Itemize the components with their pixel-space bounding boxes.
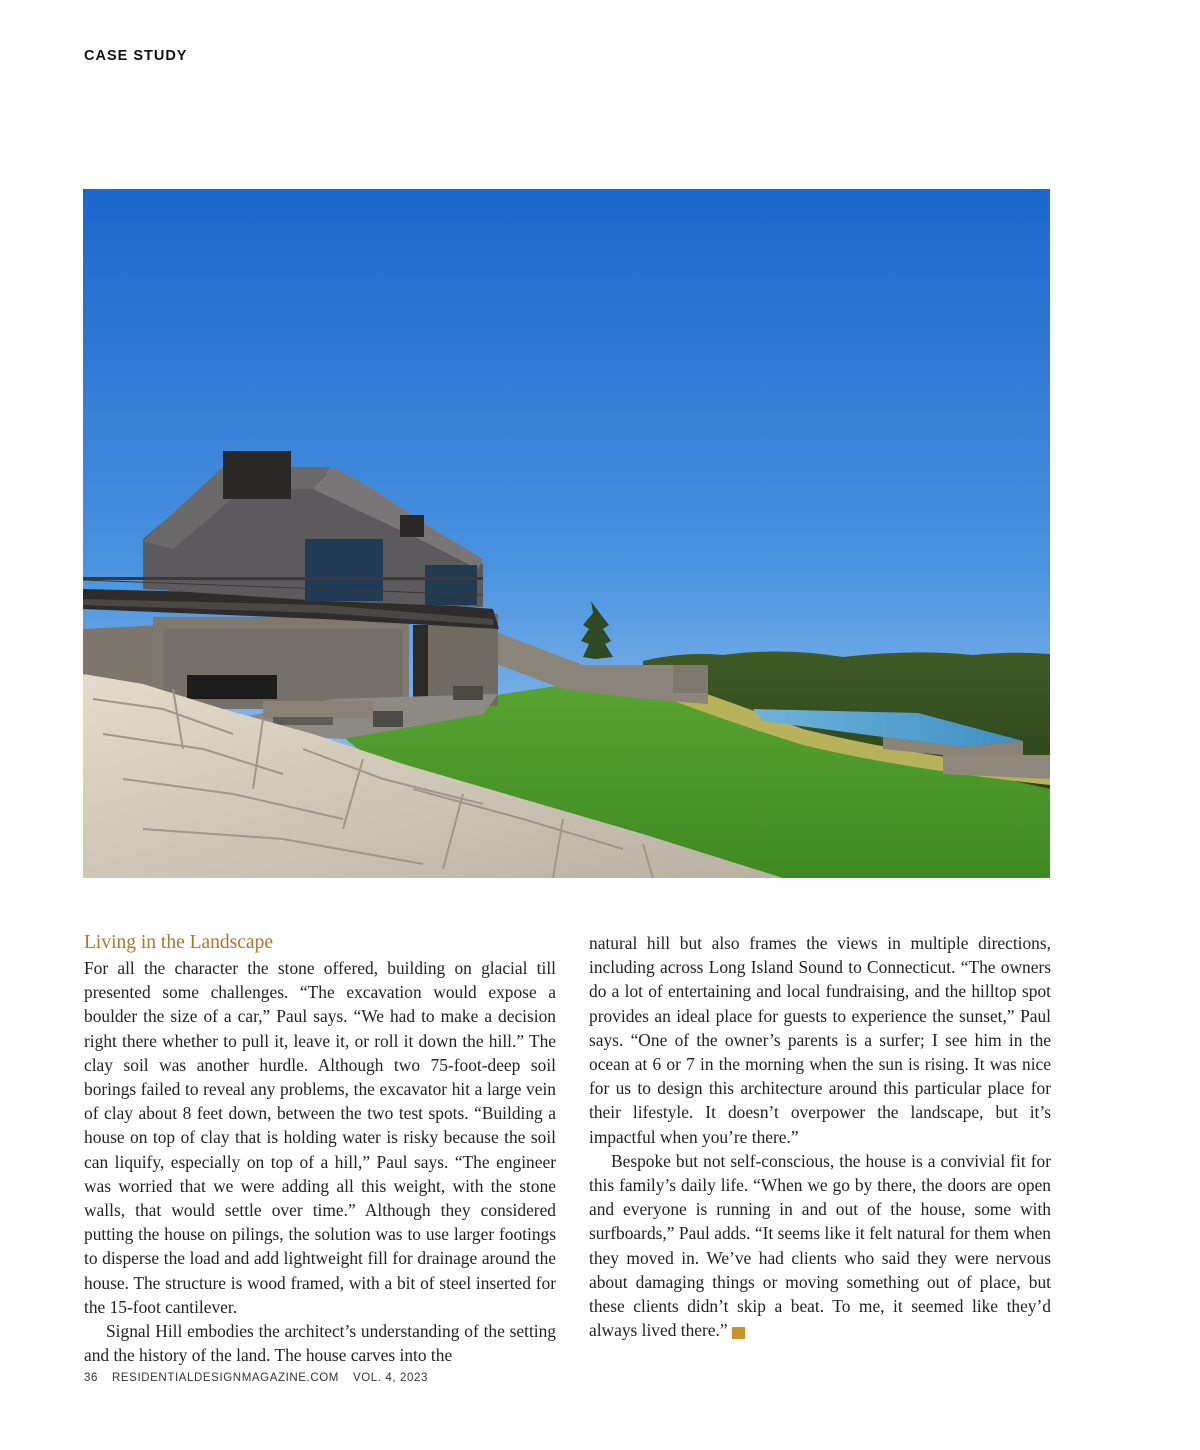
footer-website: RESIDENTIALDESIGNMAGAZINE.COM	[112, 1372, 339, 1384]
page-footer	[84, 1372, 442, 1384]
article-column-left	[84, 930, 556, 1367]
article-paragraph-text: Bespoke but not self-conscious, the house is a convivial fit for this family’s daily life. “When we go by there, the doors are open and everyone is running in and out of the house, some with surfboards,” Paul adds. “It seems like it felt natural for them when they moved in. We’ve had clients who said they were nervous about damaging things or moving something out of place, but these clients didn’t skip a beat. To me, it seemed like they’d always lived there.”	[589, 1150, 1051, 1341]
article-paragraph: natural hill but also frames the views in multiple directions, including across Long Island Sound to Connecticut. “The owners do a lot of entertaining and local fundraising, and the hilltop spot provides an ideal place for guests to experience the sunset,” Paul says. “One of the owner’s parents is a surfer; I see him in the ocean at 6 or 7 in the morning when the sun is rising. It was nice for us to design this architecture around this particular place for their lifestyle. It doesn’t overpower the landscape, but it’s impactful when you’re there.”	[589, 933, 1051, 1147]
article-paragraph-final	[589, 1149, 1051, 1343]
house-landscape-image	[83, 189, 1050, 878]
page-number: 36	[84, 1372, 98, 1384]
article-subhead: Living in the Landscape	[84, 932, 273, 953]
house-photo	[83, 189, 1050, 878]
section-label: CASE STUDY	[84, 48, 188, 64]
end-mark-icon: rD	[732, 1327, 745, 1339]
article-column-right	[589, 931, 1051, 1342]
footer-issue: VOL. 4, 2023	[352, 1372, 428, 1384]
article-paragraph: Signal Hill embodies the architect’s understanding of the setting and the history of the land. The house carves into the	[84, 1321, 556, 1366]
article-paragraph: For all the character the stone offered, building on glacial till presented some challenges. “The excavation would expose a boulder the size of a car,” Paul says. “We had to make a decision right there whether to pull it, leave it, or roll it down the hill.” The clay soil was another hurdle. Although two 75-foot-deep soil borings failed to reveal any problems, the excavator hit a large vein of clay about 8 feet down, between the two test spots. “Building a house on top of clay that is holding water is risky because the soil can liquify, especially on top of a hill,” Paul says. “The engineer was worried that we were adding all this weight, with the stone walls, that would settle over time.” Although they considered putting the house on pilings, the solution was to use larger footings to disperse the load and add lightweight fill for drainage around the house. The structure is wood framed, with a bit of steel inserted for the 15-foot cantilever.	[84, 958, 556, 1317]
